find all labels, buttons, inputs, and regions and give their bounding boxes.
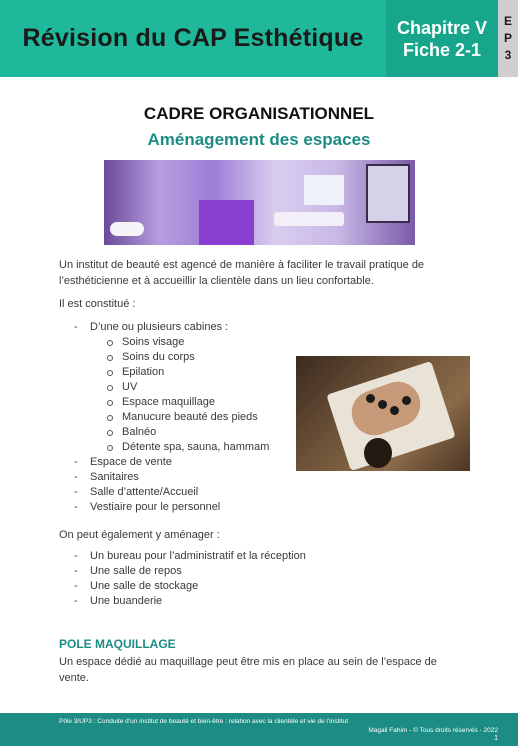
section-subtitle: Aménagement des espaces <box>147 130 371 149</box>
page-header <box>0 0 518 77</box>
list-item: Soins visage <box>0 335 269 350</box>
fiche-label: Fiche 2-1 <box>402 39 482 60</box>
list-item: - Un bureau pour l’administratif et la réception <box>0 549 306 564</box>
list-item: Manucure beauté des pieds <box>0 410 269 425</box>
page-number: 1 <box>494 735 498 742</box>
sink-shape <box>110 222 144 236</box>
constitue-label: Il est constitué : <box>59 298 136 310</box>
stone-shape <box>378 400 387 409</box>
treatment-bed-shape <box>274 212 344 226</box>
client-hair-shape <box>364 438 392 468</box>
mirror-shape <box>366 164 410 223</box>
list-item: Détente spa, sauna, hammam <box>0 440 269 455</box>
ep-number: 3 <box>504 48 512 62</box>
list-item: - Sanitaires <box>0 470 269 485</box>
ep-badge <box>498 0 518 77</box>
pole-maquillage-text: Un espace dédié au maquillage peut être mis en place au sein de l’espace de vente. <box>59 656 437 684</box>
footer-copyright: Magali Fahim - © Tous droits réservés - 2022 <box>368 727 498 734</box>
list-item: Balnéo <box>0 425 269 440</box>
chapter-badge <box>386 0 498 77</box>
section-title: CADRE ORGANISATIONNEL <box>143 104 375 123</box>
list-item: - Une salle de stockage <box>0 579 306 594</box>
footer-course-info: Pôle 3/UP3 : Conduite d’un institut de beauté et bien-être : relation avec la clientèle et vie de l’institut <box>59 718 349 725</box>
list-item: - Espace de vente <box>0 455 269 470</box>
list-item: UV <box>0 380 269 395</box>
ep-letter-e: E <box>503 14 512 28</box>
stone-shape <box>402 396 411 405</box>
ep-letter-p: P <box>503 31 512 45</box>
amenager-list <box>0 549 306 609</box>
amenager-label: On peut également y aménager : <box>59 529 220 541</box>
header-title-band <box>0 0 386 77</box>
document-title: Révision du CAP Esthétique <box>22 24 364 52</box>
intro-paragraph: Un institut de beauté est agencé de manière à faciliter le travail pratique de l’esthéticienne et à accueillir la clientèle dans un lieu confortable. <box>59 259 425 287</box>
chapter-label: Chapitre V <box>396 17 488 38</box>
reception-desk-shape <box>199 200 254 245</box>
list-item: Epilation <box>0 365 269 380</box>
list-item: - Salle d’attente/Accueil <box>0 485 269 500</box>
page-footer <box>0 713 518 746</box>
list-item: - Une buanderie <box>0 594 306 609</box>
pole-maquillage-title: POLE MAQUILLAGE <box>59 637 176 651</box>
beauty-salon-photo <box>104 160 415 245</box>
stone-shape <box>366 394 375 403</box>
list-item: - D’une ou plusieurs cabines : <box>0 320 269 335</box>
list-item: - Vestiaire pour le personnel <box>0 500 269 515</box>
list-item: Espace maquillage <box>0 395 269 410</box>
hot-stone-massage-photo <box>296 356 470 471</box>
list-item: Soins du corps <box>0 350 269 365</box>
list-item: - Une salle de repos <box>0 564 306 579</box>
stone-shape <box>390 406 399 415</box>
window-shape <box>304 175 344 205</box>
constitue-list <box>0 320 269 515</box>
